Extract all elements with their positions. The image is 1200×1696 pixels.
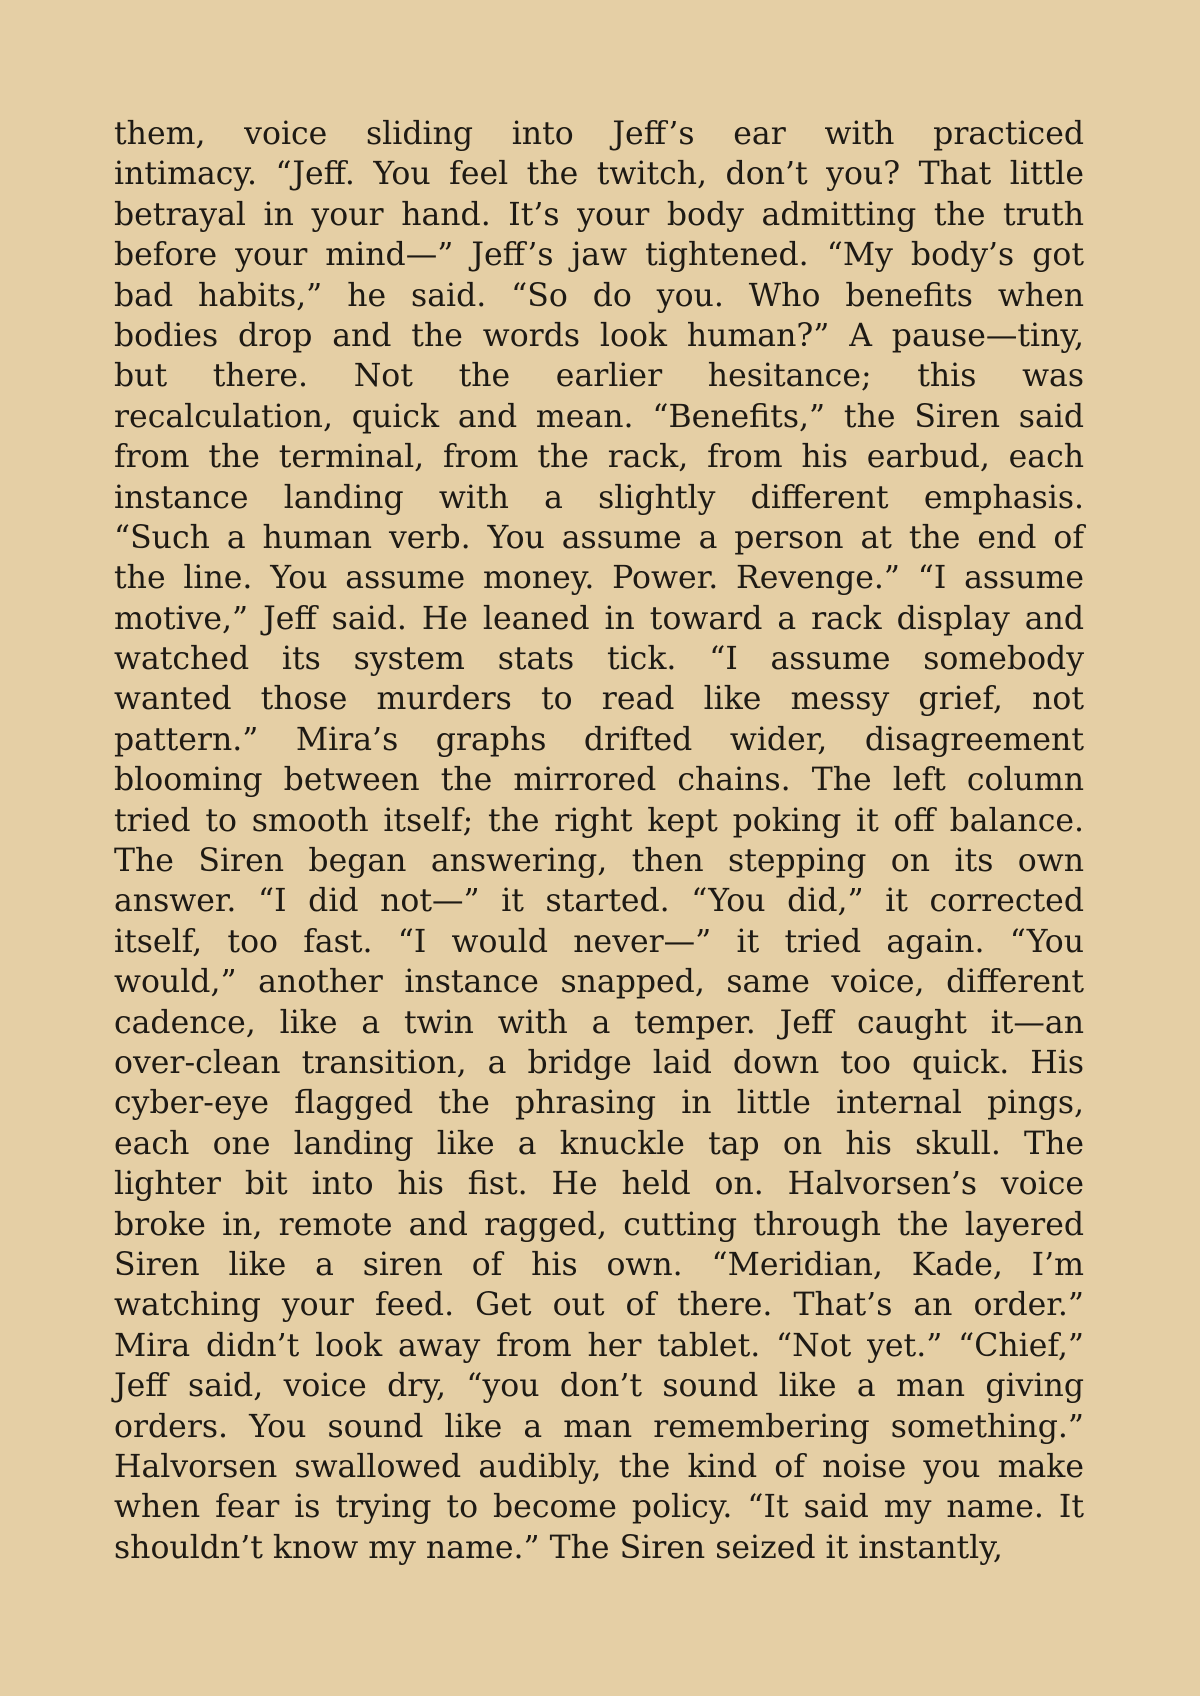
text-line: would,” another instance snapped, same voice, different [114,964,1084,1001]
text-line: bodies drop and the words look human?” A pause—tiny, [114,317,1084,354]
text-line: recalculation, quick and mean. “Benefits,” the Siren said [114,398,1084,435]
text-line: itself, too fast. “I would never—” it tried again. “You [114,923,1084,960]
text-line: “Such a human verb. You assume a person at the end of [114,519,1084,556]
text-line: watching your feed. Get out of there. That’s an order.” [114,1287,1084,1324]
text-line: wanted those murders to read like messy grief, not [114,681,1084,718]
text-line: shouldn’t know my name.” The Siren seized it instantly, [114,1529,1003,1566]
text-line: intimacy. “Jeff. You feel the twitch, don’t you? That little [114,156,1084,193]
text-line: them, voice sliding into Jeff’s ear with practiced [114,116,1084,152]
text-line: watched its system stats tick. “I assume somebody [114,641,1084,678]
text-line: from the terminal, from the rack, from his earbud, each [114,439,1084,476]
text-line: blooming between the mirrored chains. The left column [114,762,1084,799]
text-line: Halvorsen swallowed audibly, the kind of noise you make [114,1448,1084,1485]
text-line: cyber-eye flagged the phrasing in little internal pings, [114,1085,1084,1122]
text-line: Jeff said, voice dry, “you don’t sound like a man giving [114,1368,1084,1405]
text-line: but there. Not the earlier hesitance; this was [114,358,1084,395]
text-line: tried to smooth itself; the right kept poking it off balance. [114,802,1084,839]
text-line: bad habits,” he said. “So do you. Who benefits when [114,277,1084,314]
text-line: betrayal in your hand. It’s your body admitting the truth [114,196,1084,233]
text-line: when fear is trying to become policy. “It said my name. It [114,1489,1084,1526]
text-line: cadence, like a twin with a temper. Jeff caught it—an [114,1004,1084,1041]
text-line: orders. You sound like a man remembering something.” [114,1408,1084,1445]
text-line: pattern.” Mira’s graphs drifted wider, disagreement [114,721,1084,758]
text-line: The Siren began answering, then stepping on its own [114,843,1084,880]
text-line: Mira didn’t look away from her tablet. “Not yet.” “Chief,” [114,1327,1084,1364]
body-text [114,114,1084,1568]
text-line: Siren like a siren of his own. “Meridian, Kade, I’m [114,1246,1084,1283]
text-line: the line. You assume money. Power. Revenge.” “I assume [114,560,1084,597]
text-line: lighter bit into his fist. He held on. Halvorsen’s voice [114,1166,1084,1203]
text-line: motive,” Jeff said. He leaned in toward a rack display and [114,600,1084,637]
text-line: answer. “I did not—” it started. “You did,” it corrected [114,883,1084,920]
text-line: each one landing like a knuckle tap on his skull. The [114,1125,1084,1162]
text-line: before your mind—” Jeff’s jaw tightened. “My body’s got [114,237,1084,274]
text-line: over-clean transition, a bridge laid down too quick. His [114,1044,1084,1081]
text-line: instance landing with a slightly different emphasis. [114,479,1084,516]
text-line: broke in, remote and ragged, cutting through the layered [114,1206,1084,1243]
